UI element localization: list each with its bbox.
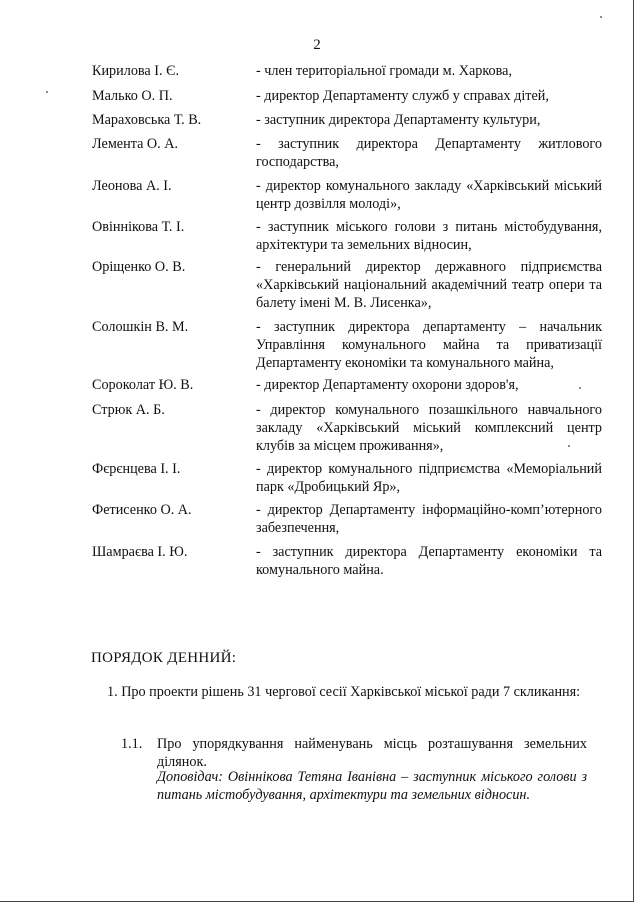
member-role: - директор комунального підприємства «Меморіальний парк «Дробицький Яр», <box>256 461 602 495</box>
agenda-item: 1. Про проекти рішень 31 чергової сесії Харківської міської ради 7 скликання: <box>107 684 581 700</box>
page-number: 2 <box>313 37 321 53</box>
member-role: - заступник директора Департаменту культури, <box>256 112 541 128</box>
member-name: Овіннікова Т. І. <box>92 219 185 235</box>
member-name: Фетисенко О. А. <box>92 502 192 518</box>
member-role: - директор комунального позашкільного навчального закладу «Харківський міський комплексний центр клубів за місцем проживання», <box>256 402 602 454</box>
member-role: - директор Департаменту служб у справах дітей, <box>256 88 549 104</box>
agenda-subitem-number: 1.1. <box>121 736 143 752</box>
agenda-title: ПОРЯДОК ДЕННИЙ: <box>91 650 237 666</box>
member-role: - директор комунального закладу «Харківський міський центр дозвілля молоді», <box>256 178 602 212</box>
agenda-reporter: Доповідач: Овіннікова Тетяна Іванівна – заступник міського голови з питань містобудування, архітектури та земельних відносин. <box>157 769 587 803</box>
scan-speck <box>46 91 48 93</box>
member-name: Солошкін В. М. <box>92 319 189 335</box>
member-role: - член територіальної громади м. Харкова, <box>256 63 512 79</box>
member-role: - заступник міського голови з питань містобудування, архітектури та земельних відносин, <box>256 219 602 253</box>
member-name: Мараховська Т. В. <box>92 112 202 128</box>
member-name: Шамраєва І. Ю. <box>92 544 188 560</box>
member-role: - генеральний директор державного підприємства «Харківський національний академічний театр опери та балету імені М. В. Лисенка», <box>256 259 602 311</box>
member-name: Фєрєнцева І. І. <box>92 461 181 477</box>
member-name: Малько О. П. <box>92 88 173 104</box>
member-name: Оріщенко О. В. <box>92 259 186 275</box>
member-name: Стрюк А. Б. <box>92 402 165 418</box>
member-role: - директор Департаменту охорони здоров'я, <box>256 377 519 393</box>
member-role: - директор Департаменту інформаційно-комп’ютерного забезпечення, <box>256 502 602 536</box>
scan-speck <box>600 16 602 18</box>
agenda-subitem-title: Про упорядкування найменувань місць розташування земельних ділянок. <box>157 736 587 770</box>
member-name: Кирилова І. Є. <box>92 63 180 79</box>
member-name: Лемента О. А. <box>92 136 179 152</box>
member-name: Леонова А. І. <box>92 178 172 194</box>
member-role: - заступник директора Департаменту економіки та комунального майна. <box>256 544 602 578</box>
member-role: - заступник директора Департаменту житлового господарства, <box>256 136 602 170</box>
member-role: - заступник директора департаменту – начальник Управління комунального майна та приватизації Департаменту економіки та комунального майна, <box>256 319 602 371</box>
member-name: Сороколат Ю. В. <box>92 377 194 393</box>
